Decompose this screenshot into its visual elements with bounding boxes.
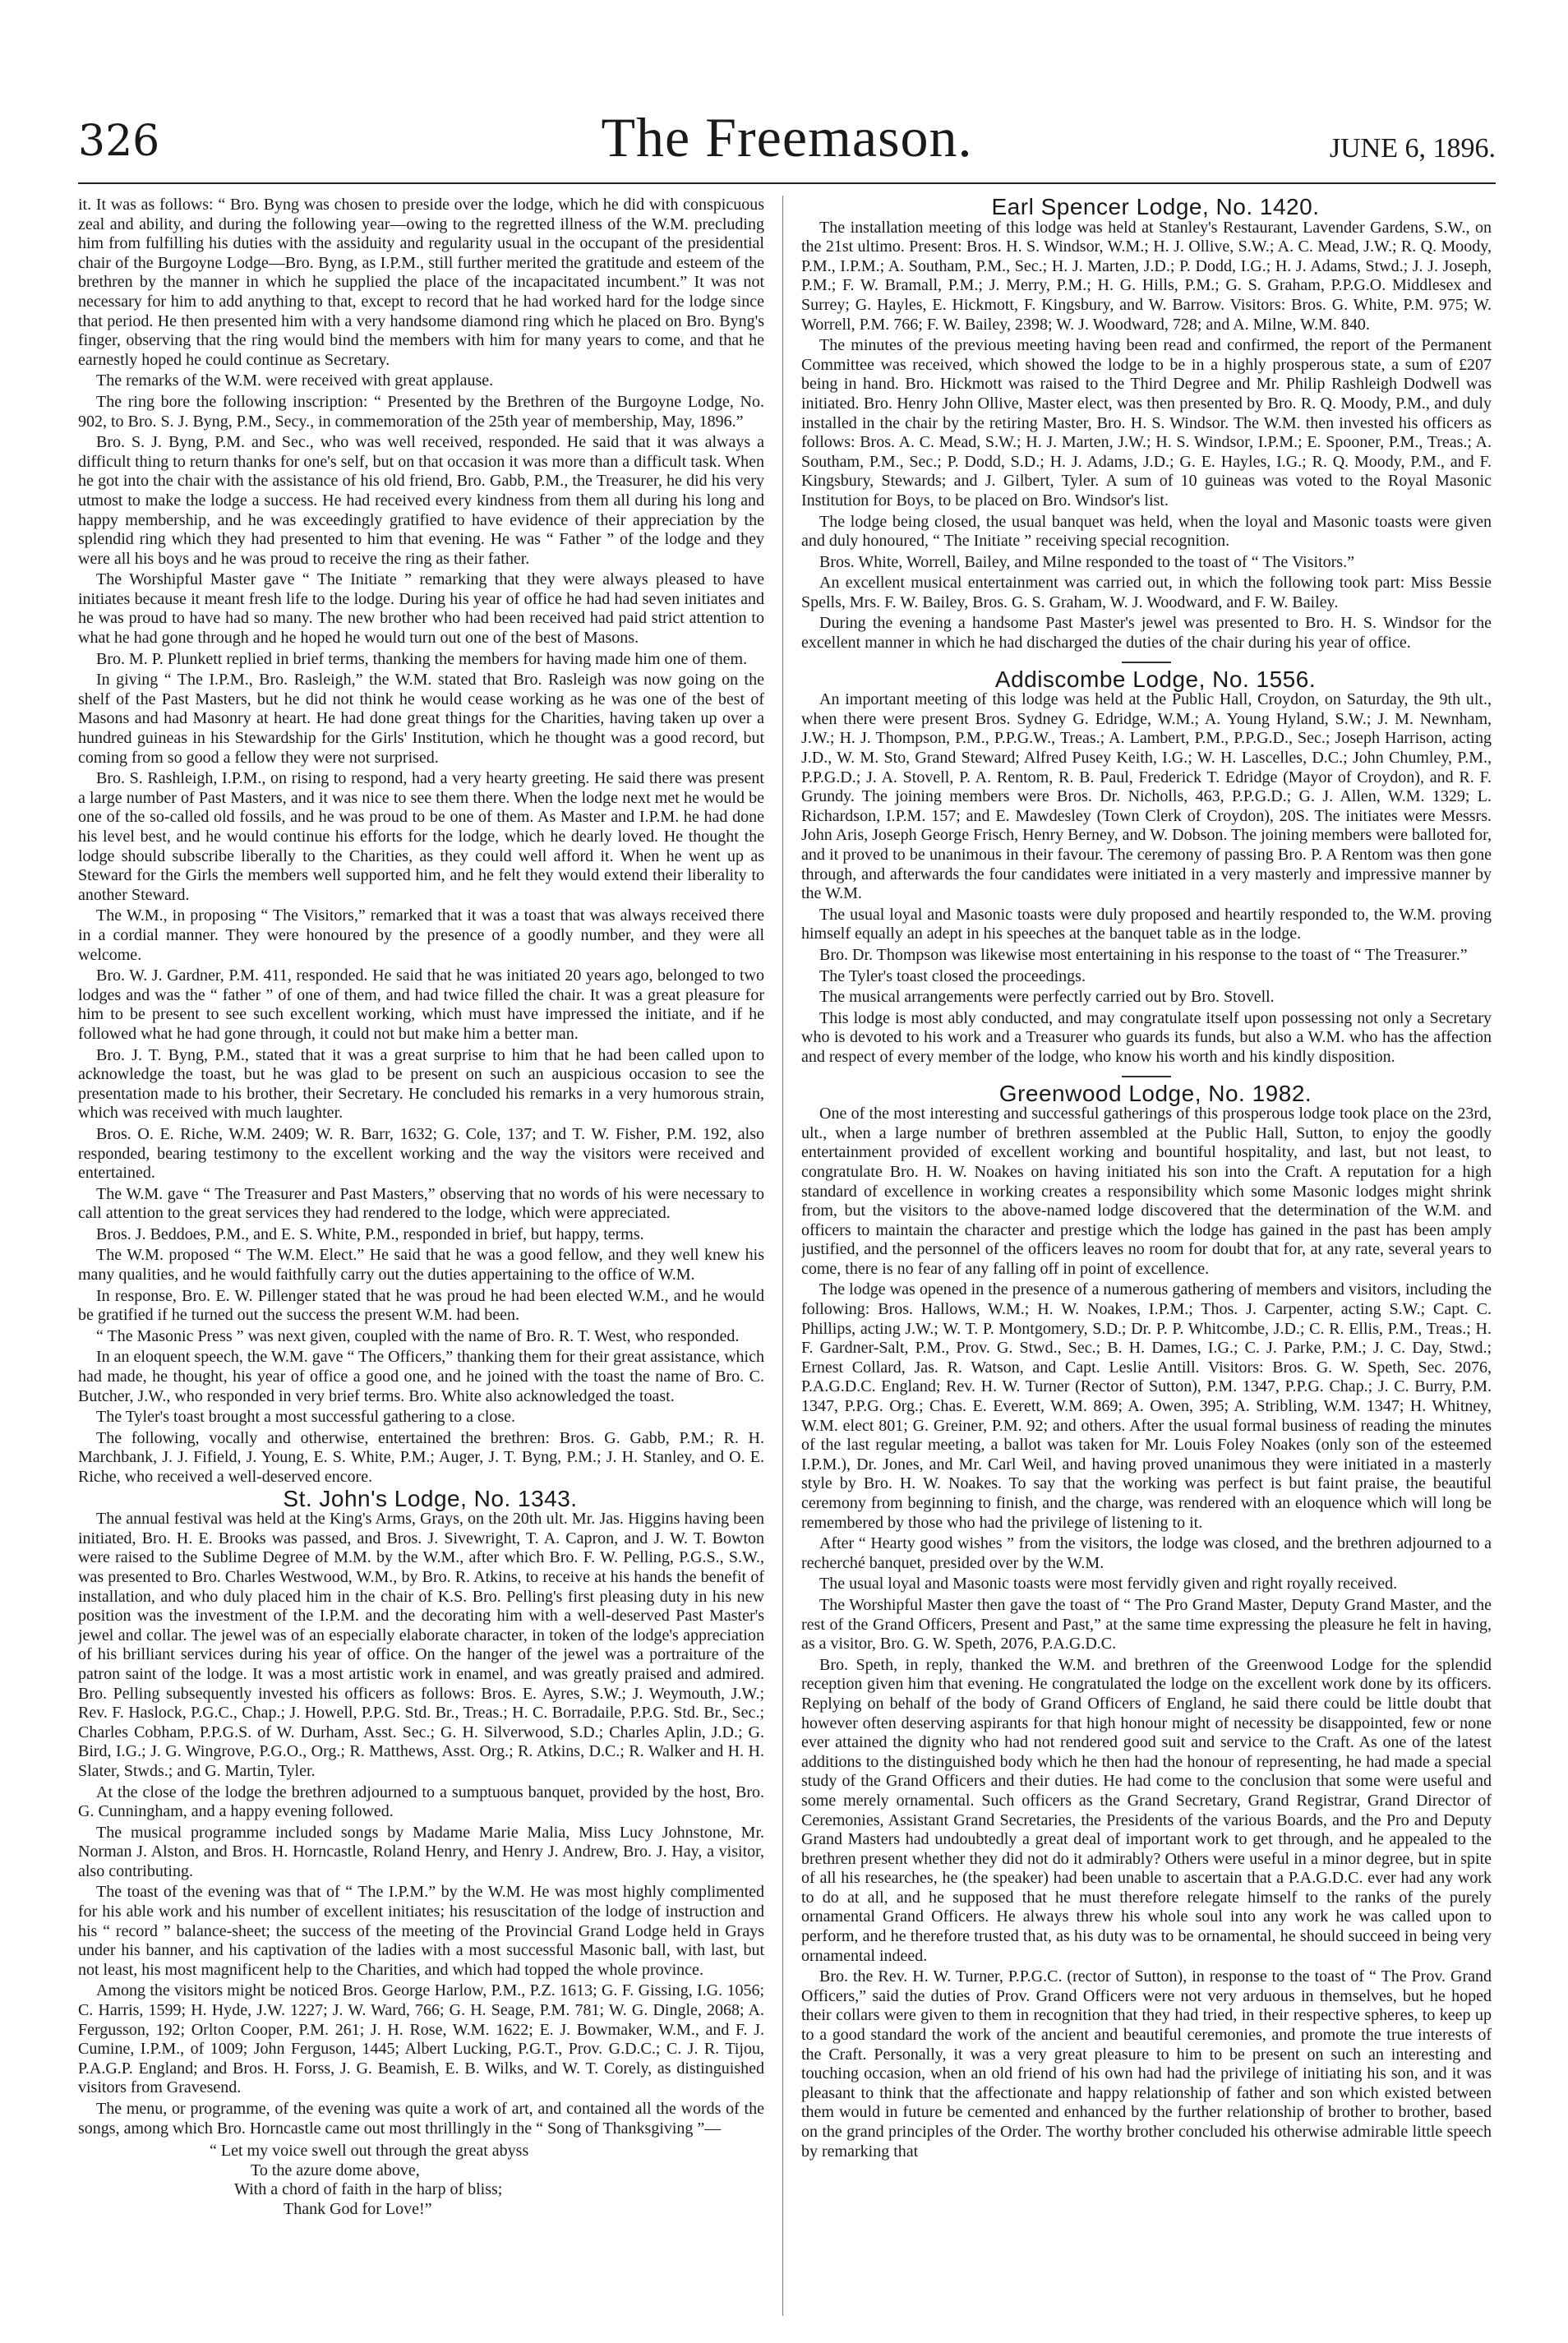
article-paragraph: The remarks of the W.M. were received with great applause. bbox=[96, 371, 494, 390]
article-paragraph: Bro. W. J. Gardner, P.M. 411, responded. He said that he was initiated 20 years ago, belonged to two lodges and was the “ father ” of one of them, and had twice filled the chair. It was a great pleasure for him to be present to see such excellent working, which must have impressed the initiate, and if he followed what he had gone through, it could not but make him a better man. bbox=[78, 966, 764, 1043]
article-paragraph: In giving “ The I.P.M., Bro. Rasleigh,” the W.M. stated that Bro. Rasleigh was now going on the shelf of the Past Masters, but he did not think he would cease working as he was one of the best of Masons and had Masonry at heart. He had done great things for the Charities, having taken up over a hundred guineas in his Stewardship for the Girls' Institution, which he thought was a good record, but coming from so good a fellow they were not surprised. bbox=[78, 671, 764, 767]
article-paragraph: The lodge being closed, the usual banquet was held, when the loyal and Masonic toasts were given and duly honoured, “ The Initiate ” receiving special recognition. bbox=[801, 512, 1492, 551]
section-heading-st-johns: St. John's Lodge, No. 1343. bbox=[283, 1485, 578, 1511]
article-paragraph: The W.M. proposed “ The W.M. Elect.” He said that he was a good fellow, and they well knew his many qualities, and he would faithfully carry out the duties appertaining to the office of W.M. bbox=[78, 1246, 764, 1284]
article-paragraph: At the close of the lodge the brethren adjourned to a sumptuous banquet, provided by the host, Bro. G. Cunningham, and a happy evening followed. bbox=[78, 1783, 764, 1821]
article-paragraph: Bro. Dr. Thompson was likewise most entertaining in his response to the toast of “ The Treasurer.” bbox=[819, 945, 1468, 964]
article-paragraph: The toast of the evening was that of “ The I.P.M.” by the W.M. He was most highly complimented for his able work and his number of excellent initiates; his resuscitation of the lodge of instruction and his “ record ” balance-sheet; the success of the meeting of the Provincial Grand Lodge held in Grays under his banner, and his captivation of the ladies with a most successful Masonic ball, with last, but not least, his most magnificent help to the Charities, and which had topped the whole province. bbox=[78, 1883, 764, 1979]
article-paragraph: The W.M. gave “ The Treasurer and Past Masters,” observing that no words of his were necessary to call attention to the great services they had rendered to the lodge, which were appreciated. bbox=[78, 1184, 764, 1223]
section-divider bbox=[1122, 662, 1171, 663]
article-paragraph: “ The Masonic Press ” was next given, coupled with the name of Bro. R. T. West, who responded. bbox=[96, 1326, 740, 1345]
column-divider bbox=[782, 196, 783, 2316]
article-paragraph: The ring bore the following inscription: “ Presented by the Brethren of the Burgoyne Lodge, No. 902, to Bro. S. J. Byng, P.M., Secy., in commemoration of the 25th year of membership, May, 1896.” bbox=[78, 392, 764, 431]
article-paragraph: One of the most interesting and successful gatherings of this prosperous lodge took place on the 23rd, ult., when a large number of brethren assembled at the Public Hall, Sutton, to enjoy the goodly entertainment provided of excellent working and bountiful hospitality, and last, but not least, to congratulate Bro. H. W. Noakes on having initiated his son into the Craft. A reputation for a high standard of excellence in working creates a responsibility which some Masonic lodges might shrink from, but the visitors to the above-named lodge discovered that the determination of the W.M. and officers to maintain the character and prestige which the lodge has gained in the past has been amply justified, and the personnel of the officers leaves no room for doubt that for, at any rate, several years to come, there is no fear of any falling off in point of excellence. bbox=[801, 1105, 1492, 1278]
article-paragraph: Bro. S. Rashleigh, I.P.M., on rising to respond, had a very hearty greeting. He said there was present a large number of Past Masters, and it was nice to see them there. When the lodge next met he would be one of the so-called old fossils, and he was proud to be one of them. As Master and I.P.M. he had done his level best, and he would continue his efforts for the lodge, which he dearly loved. He thought the lodge should subscribe liberally to the Charities, as they could well afford it. When he went up as Steward for the Girls the members well supported him, and he felt they would extend their liberality to another Steward. bbox=[78, 769, 764, 904]
verse-line: “ Let my voice swell out through the great abyss bbox=[210, 2142, 529, 2161]
page-number: 326 bbox=[78, 117, 160, 166]
issue-date: JUNE 6, 1896. bbox=[1329, 133, 1496, 164]
section-heading-addiscombe: Addiscombe Lodge, No. 1556. bbox=[994, 666, 1317, 692]
verse-line: Thank God for Love!” bbox=[284, 2199, 432, 2218]
article-paragraph: Bro. the Rev. H. W. Turner, P.P.G.C. (rector of Sutton), in response to the toast of “ The Prov. Grand Officers,” said the duties of Prov. Grand Officers were not very arduous in themselves, but he hoped their collars were given to them in recognition that they had tried, in their respective spheres, to keep up to a good standard the work of the ancient and beautiful ceremonies, and promote the true interests of the Craft. Personally, it was a very great pleasure to him to be present on such an interesting and touching occasion, when an old friend of his own had had the privilege of initiating his son, and it was pleasant to think that the affectionate and happy relationship of father and son which existed between them would in future be cemented and enhanced by the further relationship of brother to brother, based on the grand principles of the Order. The worthy brother concluded his otherwise admirable little speech by remarking that bbox=[801, 1967, 1492, 2161]
song-verse bbox=[78, 2142, 764, 2219]
article-paragraph: The Worshipful Master gave “ The Initiate ” remarking that they were always pleased to have initiates because it meant fresh life to the lodge. During his year of office he had had seven initiates and he was proud to have had so many. The new brother who had been received had paid strict attention to what he had gone through and he hoped he would turn out one of the best of Masons. bbox=[78, 570, 764, 648]
article-paragraph: The Worshipful Master then gave the toast of “ The Pro Grand Master, Deputy Grand Master, and the rest of the Grand Officers, Present and Past,” at the same time expressing the pleasure he felt in having, as a visitor, Bro. G. W. Speth, 2076, P.A.G.D.C. bbox=[801, 1595, 1492, 1653]
article-paragraph: Bro. M. P. Plunkett replied in brief terms, thanking the members for having made him one of them. bbox=[96, 649, 748, 668]
left-column bbox=[78, 196, 764, 2316]
header-rule bbox=[78, 182, 1496, 184]
article-paragraph: The W.M., in proposing “ The Visitors,” remarked that it was a toast that was always received there in a cordial manner. They were honoured by the presence of a goodly number, and they were all welcome. bbox=[78, 906, 764, 964]
article-paragraph: The menu, or programme, of the evening was quite a work of art, and contained all the words of the songs, among which Bro. Horncastle came out most thrillingly in the “ Song of Thanksgiving ”— bbox=[78, 2100, 764, 2138]
verse-line: With a chord of faith in the harp of bliss; bbox=[234, 2180, 503, 2199]
article-paragraph: it. It was as follows: “ Bro. Byng was chosen to preside over the lodge, which he did with conspicuous zeal and ability, and during the following year—owing to the regretted illness of the W.M. precluding him from fulfilling his duties with the assiduity and regularity usual in the occupant of the presidential chair of the Burgoyne Lodge—Bro. Byng, as I.P.M., still further merited the gratitude and esteem of the brethren by the manner in which he supplied the place of the incapacitated incumbent.” It was not necessary for him to add anything to that, except to record that he had worked hard for the lodge since that period. He then presented him with a very handsome diamond ring which he placed on Bro. Byng's finger, observing that the ring would bind the members with him for many years to come, and that he earnestly hoped he could continue as Secretary. bbox=[78, 196, 764, 369]
article-paragraph: Bro. Speth, in reply, thanked the W.M. and brethren of the Greenwood Lodge for the splendid reception given him that evening. He congratulated the lodge on the excellent work done by its officers. Replying on behalf of the body of Grand Officers of England, he said there could be little doubt that however often deserving aspirants for that high honour might of necessity be disappointed, few or none ever attained the dignity who had not rendered good suit and service to the Craft. As one of the latest additions to the distinguished body which he then had the honour of representing, he had made a special study of the Grand Officers and their duties. He had come to the conclusion that some were useful and some merely ornamental. Such officers as the Grand Secretary, Grand Registrar, Grand Director of Ceremonies, Assistant Grand Secretaries, the Presidents of the various Boards, and the Pro and Deputy Grand Masters had undoubtedly a great deal of important work to get through, and he appealed to the brethren present whether they did not do it admirably? Others were useful in a minor degree, but in spite of all his researches, he (the speaker) had been unable to ascertain that a P.A.G.D.C. ever had any work to do at all, and he supposed that he must therefore relegate himself to the ranks of the purely ornamental Grand Officers. He always threw his whole soul into any work he was called upon to perform, and he therefore trusted that, as his duty was to be ornamental, he should succeed in being very ornamental indeed. bbox=[801, 1655, 1492, 1965]
right-column bbox=[801, 196, 1492, 2316]
article-paragraph: The annual festival was held at the King's Arms, Grays, on the 20th ult. Mr. Jas. Higgins having been initiated, Bro. H. E. Brooks was passed, and Bros. J. Sivewright, T. A. Capron, and J. W. T. Bowton were raised to the Sublime Degree of M.M. by the W.M., after which Bro. F. W. Pelling, P.G.S., S.W., was presented to Bro. Charles Westwood, W.M., by Bro. R. Atkins, to receive at his hands the benefit of installation, and who duly placed him in the chair of K.S. Bro. Pelling's first pleasing duty in his new position was the investment of the I.P.M. and the decorating him with a well-deserved Past Master's jewel and collar. The jewel was of an especially elaborate character, in token of the lodge's appreciation of his brilliant services during his year of office. On the hanger of the jewel was a portraiture of the patron saint of the lodge. It was a most artistic work in enamel, and was greatly praised and admired. Bro. Pelling subsequently invested his officers as follows: Bros. E. Ayres, S.W.; J. Weymouth, J.W.; Rev. F. Haslock, P.G.C., Chap.; J. Howell, P.P.G. Std. Br., Treas.; H. C. Borradaile, P.P.G. Std. Br., Sec.; Charles Cobham, P.P.G.S. of W. Durham, Asst. Sec.; G. H. Silverwood, S.D.; Charles Aplin, J.D.; G. Bird, I.G.; J. G. Wingrove, P.G.O., Org.; R. Matthews, Asst. Org.; R. Atkins, D.C.; R. Walker and H. H. Slater, Stwds.; and G. Martin, Tyler. bbox=[78, 1510, 764, 1780]
article-paragraph: An excellent musical entertainment was carried out, in which the following took part: Miss Bessie Spells, Mrs. F. W. Bailey, Bros. G. S. Graham, W. J. Woodward, and F. W. Bailey. bbox=[801, 574, 1492, 611]
article-paragraph: The lodge was opened in the presence of a numerous gathering of members and visitors, including the following: Bros. Hallows, W.M.; H. W. Noakes, I.P.M.; Thos. J. Carpenter, acting S.W.; Capt. C. Phillips, acting J.W.; W. T. P. Montgomery, S.D.; Dr. P. P. Whitcombe, J.D.; C. R. Ellis, P.M., Treas.; H. F. Gardner-Salt, P.M., Prov. G. Stwd., Sec.; B. H. Dames, I.G.; C. J. Parke, P.M.; J. C. Day, Stwd.; Ernest Collard, Jas. R. Watson, and Capt. Leslie Antill. Visitors: Bros. G. W. Speth, Sec. 2076, P.A.G.D.C. England; Rev. H. W. Turner (Rector of Sutton), P.M. 1347, P.P.G. Chap.; J. C. Burry, P.M. 1347, P.P.G. Org.; Chas. E. Everett, W.M. 869; A. Owen, 395; A. Stribling, W.M. 1347; H. Whitney, W.M. elect 801; G. Greiner, P.M. 92; and others. After the usual formal business of reading the minutes of the last regular meeting, a ballot was taken for Mr. Louis Foley Noakes (only son of the esteemed I.P.M.), Dr. Jones, and Mr. Carl Weil, and having proved unanimous they were initiated in a masterly style by Bro. H. W. Noakes. To say that the working was perfect is but faint praise, the beautiful ceremony from beginning to finish, and the charge, was rendered with an eloquence which will long be remembered by those who had the privilege of listening to it. bbox=[801, 1280, 1492, 1532]
article-paragraph: The Tyler's toast closed the proceedings. bbox=[819, 966, 1086, 985]
article-paragraph: In an eloquent speech, the W.M. gave “ The Officers,” thanking them for their great assistance, which had made, he thought, his year of office a good one, and he joined with the toast the name of Bro. C. Butcher, J.W., who responded in very brief terms. Bro. White also acknowledged the toast. bbox=[78, 1348, 764, 1405]
article-paragraph: The minutes of the previous meeting having been read and confirmed, the report of the Permanent Committee was received, which showed the lodge to be in a highly prosperous state, a sum of £207 being in hand. Bro. Hickmott was raised to the Third Degree and Mr. Philip Rashleigh Dodwell was initiated. Bro. Henry John Ollive, Master elect, was then presented by Bro. R. Q. Moody, P.M., and duly installed in the chair by the retiring Master, Bro. H. S. Windsor. The W.M. then invested his officers as follows: Bros. A. C. Mead, S.W.; H. J. Marten, J.W.; H. S. Windsor, I.P.M.; E. Spooner, P.M., Treas.; A. Southam, P.M., Sec.; P. Dodd, S.D.; H. J. Adams, J.D.; G. E. Hayles, I.G.; R. Q. Moody, P.M., and F. Kingsbury, Stewards; and J. Gilbert, Tyler. A sum of 10 guineas was voted to the Royal Masonic Institution for Boys, to be placed on Bro. Windsor's list. bbox=[801, 336, 1492, 510]
article-paragraph: During the evening a handsome Past Master's jewel was presented to Bro. H. S. Windsor for the excellent manner in which he had discharged the duties of the chair during his year of office. bbox=[801, 614, 1492, 653]
section-heading-greenwood: Greenwood Lodge, No. 1982. bbox=[998, 1080, 1312, 1106]
article-paragraph: The following, vocally and otherwise, entertained the brethren: Bros. G. Gabb, P.M.; R. H. Marchbank, J. J. Fifield, J. Young, E. S. White, P.M.; Auger, J. T. Byng, P.M.; J. H. Stanley, and O. E. Riche, who received a well-deserved encore. bbox=[78, 1428, 764, 1486]
article-paragraph: The installation meeting of this lodge was held at Stanley's Restaurant, Lavender Gardens, S.W., on the 21st ultimo. Present: Bros. H. S. Windsor, W.M.; H. J. Ollive, S.W.; A. C. Mead, J.W.; R. Q. Moody, P.M., I.P.M.; A. Southam, P.M., Sec.; H. J. Marten, J.D.; P. Dodd, I.G.; H. J. Adams, Stwd.; J. J. Joseph, P.M.; F. W. Bramall, P.M.; J. Merry, P.M.; H. G. Hills, P.M.; G. S. Graham, P.P.G.O. Middlesex and Surrey; G. Hayles, E. Hickmott, F. Kingsbury, and W. Barrow. Visitors: Bros. G. White, P.M. 975; W. Worrell, P.M. 766; F. W. Bailey, 2398; W. J. Woodward, 728; and A. Milne, W.M. 840. bbox=[801, 218, 1492, 334]
section-heading-earl-spencer: Earl Spencer Lodge, No. 1420. bbox=[991, 196, 1320, 219]
article-paragraph: The musical programme included songs by Madame Marie Malia, Miss Lucy Johnstone, Mr. Norman J. Alston, and Bros. H. Horncastle, Roland Henry, and Henry J. Andrew, Bro. J. Hay, a visitor, also contributing. bbox=[78, 1823, 764, 1880]
article-paragraph: In response, Bro. E. W. Pillenger stated that he was proud he had been elected W.M., and he would be gratified if he turned out the success the present W.M. had been. bbox=[78, 1286, 764, 1325]
article-paragraph: After “ Hearty good wishes ” from the visitors, the lodge was closed, and the brethren adjourned to a recherché banquet, presided over by the W.M. bbox=[801, 1534, 1492, 1572]
verse-line: To the azure dome above, bbox=[251, 2161, 420, 2179]
article-paragraph: Bros. J. Beddoes, P.M., and E. S. White, P.M., responded in brief, but happy, terms. bbox=[96, 1225, 644, 1243]
article-paragraph: Bro. S. J. Byng, P.M. and Sec., who was well received, responded. He said that it was always a difficult thing to return thanks for one's self, but on that occasion it was more than a difficult task. When he got into the chair with the assistance of his old friend, Bro. Gabb, P.M., the Treasurer, he did his very utmost to make the lodge a success. He had received every kindness from them all during his long and happy membership, and he was exceedingly gratified to have evidence of their appreciation by the splendid ring which they had presented to him that evening. He was “ Father ” of the lodge and they were all his boys and he was proud to receive the ring as their father. bbox=[78, 433, 764, 568]
article-paragraph: Bro. J. T. Byng, P.M., stated that it was a great surprise to him that he had been called upon to acknowledge the toast, but he was glad to be present on such an auspicious occasion to see the presentation made to his brother, their Secretary. He concluded his remarks in a very humorous strain, which was received with much laughter. bbox=[78, 1045, 764, 1123]
article-paragraph: The musical arrangements were perfectly carried out by Bro. Stovell. bbox=[819, 988, 1275, 1007]
article-paragraph: Among the visitors might be noticed Bros. George Harlow, P.M., P.Z. 1613; G. F. Gissing, I.G. 1056; C. Harris, 1599; H. Hyde, J.W. 1227; J. W. Ward, 766; G. H. Seage, P.M. 781; W. G. Dingle, 2068; A. Fergusson, 192; Orlton Cooper, P.M. 261; J. H. Rose, W.M. 1622; E. J. Bowmaker, W.M., and F. J. Cumine, I.P.M., of 1009; John Ferguson, 1445; Albert Lucking, P.G.T., Prov. G.D.C.; C. J. R. Tijou, P.A.G.P. England; and Bros. H. Forss, J. G. Beamish, E. B. Wilks, and W. T. Corely, as distinguished visitors from Gravesend. bbox=[78, 1981, 764, 2097]
section-divider bbox=[1122, 1076, 1171, 1077]
article-paragraph: An important meeting of this lodge was held at the Public Hall, Croydon, on Saturday, the 9th ult., when there were present Bros. Sydney G. Edridge, W.M.; A. Young Hyland, S.W.; J. M. Newnham, J.W.; H. J. Thompson, P.M., P.P.G.W., Treas.; A. Lambert, P.M., P.P.G.D., Sec.; Joseph Harrison, acting J.D., W. M. Sto, Grand Steward; Alfred Pusey Keith, I.G.; W. H. Lascelles, D.C.; John Chumley, P.M., P.P.G.D.; J. A. Stovell, P. A. Rentom, R. B. Paul, Frederick T. Edridge (Mayor of Croydon), and R. F. Grundy. The joining members were Bros. Dr. Nicholls, 463, P.P.G.D.; G. J. Allen, W.M. 1329; L. Richardson, I.P.M. 157; and E. Mawdesley (Town Clerk of Croydon), 20S. The initiates were Messrs. John Aris, Joseph George Frisch, Henry Berney, and W. Dobson. The joining members were balloted for, and it proved to be unanimous in their favour. The ceremony of passing Bro. P. A Rentom was then gone through, and afterwards the four candidates were initiated in a very masterly and impressive manner by the W.M. bbox=[801, 690, 1492, 903]
article-paragraph: The usual loyal and Masonic toasts were duly proposed and heartily responded to, the W.M. proving himself equally an adept in his speeches at the banquet table as in the lodge. bbox=[801, 905, 1492, 943]
article-paragraph: The usual loyal and Masonic toasts were most fervidly given and right royally received. bbox=[819, 1575, 1398, 1594]
masthead bbox=[78, 105, 1496, 171]
article-paragraph: Bros. White, Worrell, Bailey, and Milne responded to the toast of “ The Visitors.” bbox=[819, 552, 1354, 571]
article-paragraph: Bros. O. E. Riche, W.M. 2409; W. R. Barr, 1632; G. Cole, 137; and T. W. Fisher, P.M. 192, also responded, bearing testimony to the excellent working and the way the visitors were received and entertained. bbox=[78, 1124, 764, 1183]
article-paragraph: This lodge is most ably conducted, and may congratulate itself upon possessing not only a Secretary who is devoted to his work and a Treasurer who guards its funds, but also a W.M. who has the affection and respect of every member of the lodge, who know his worth and his kindly disposition. bbox=[801, 1008, 1492, 1066]
newspaper-title: The Freemason. bbox=[601, 106, 973, 168]
article-paragraph: The Tyler's toast brought a most successful gathering to a close. bbox=[96, 1408, 516, 1427]
